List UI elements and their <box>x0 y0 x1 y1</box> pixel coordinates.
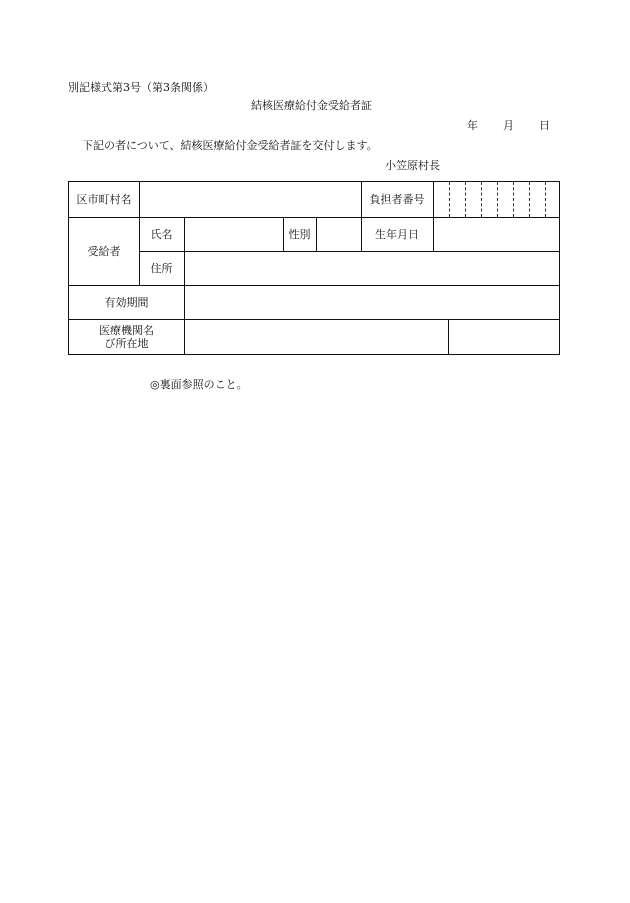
date-year-label: 年 <box>467 119 478 132</box>
issue-date <box>467 119 550 133</box>
address-field[interactable] <box>185 251 559 285</box>
date-day-label: 日 <box>539 119 550 132</box>
name-label: 氏名 <box>150 227 173 241</box>
medical-institution-extra-field[interactable] <box>449 319 559 354</box>
medical-institution-label <box>69 319 184 354</box>
medical-institution-label-line2: び所在地 <box>104 336 149 350</box>
name-field[interactable] <box>185 217 283 251</box>
validity-period-label: 有効期間 <box>104 295 149 309</box>
sex-label: 性別 <box>288 227 311 241</box>
date-month-label: 月 <box>503 119 514 132</box>
address-label: 住所 <box>150 261 173 275</box>
medical-institution-field[interactable] <box>185 319 448 354</box>
reverse-side-note: ◎裏面参照のこと。 <box>150 378 248 391</box>
birthdate-field[interactable] <box>434 217 559 251</box>
burden-number-field[interactable] <box>434 182 559 217</box>
issuer-name: 小笠原村長 <box>385 159 440 172</box>
certificate-form-table <box>68 181 560 355</box>
validity-period-field[interactable] <box>185 285 559 319</box>
sex-field[interactable] <box>317 217 361 251</box>
document-title: 結核医療給付金受給者証 <box>251 99 372 112</box>
burden-number-label: 負担者番号 <box>369 193 425 206</box>
form-reference: 別記様式第3号（第3条関係） <box>68 81 214 94</box>
birthdate-label: 生年月日 <box>375 227 419 241</box>
medical-institution-label-line1: 医療機関名 <box>99 323 154 337</box>
municipality-field[interactable] <box>140 182 361 217</box>
intro-text: 下記の者について、結核医療給付金受給者証を交付します。 <box>82 139 378 152</box>
municipality-label: 区市町村名 <box>76 193 132 206</box>
recipient-label: 受給者 <box>87 244 121 258</box>
